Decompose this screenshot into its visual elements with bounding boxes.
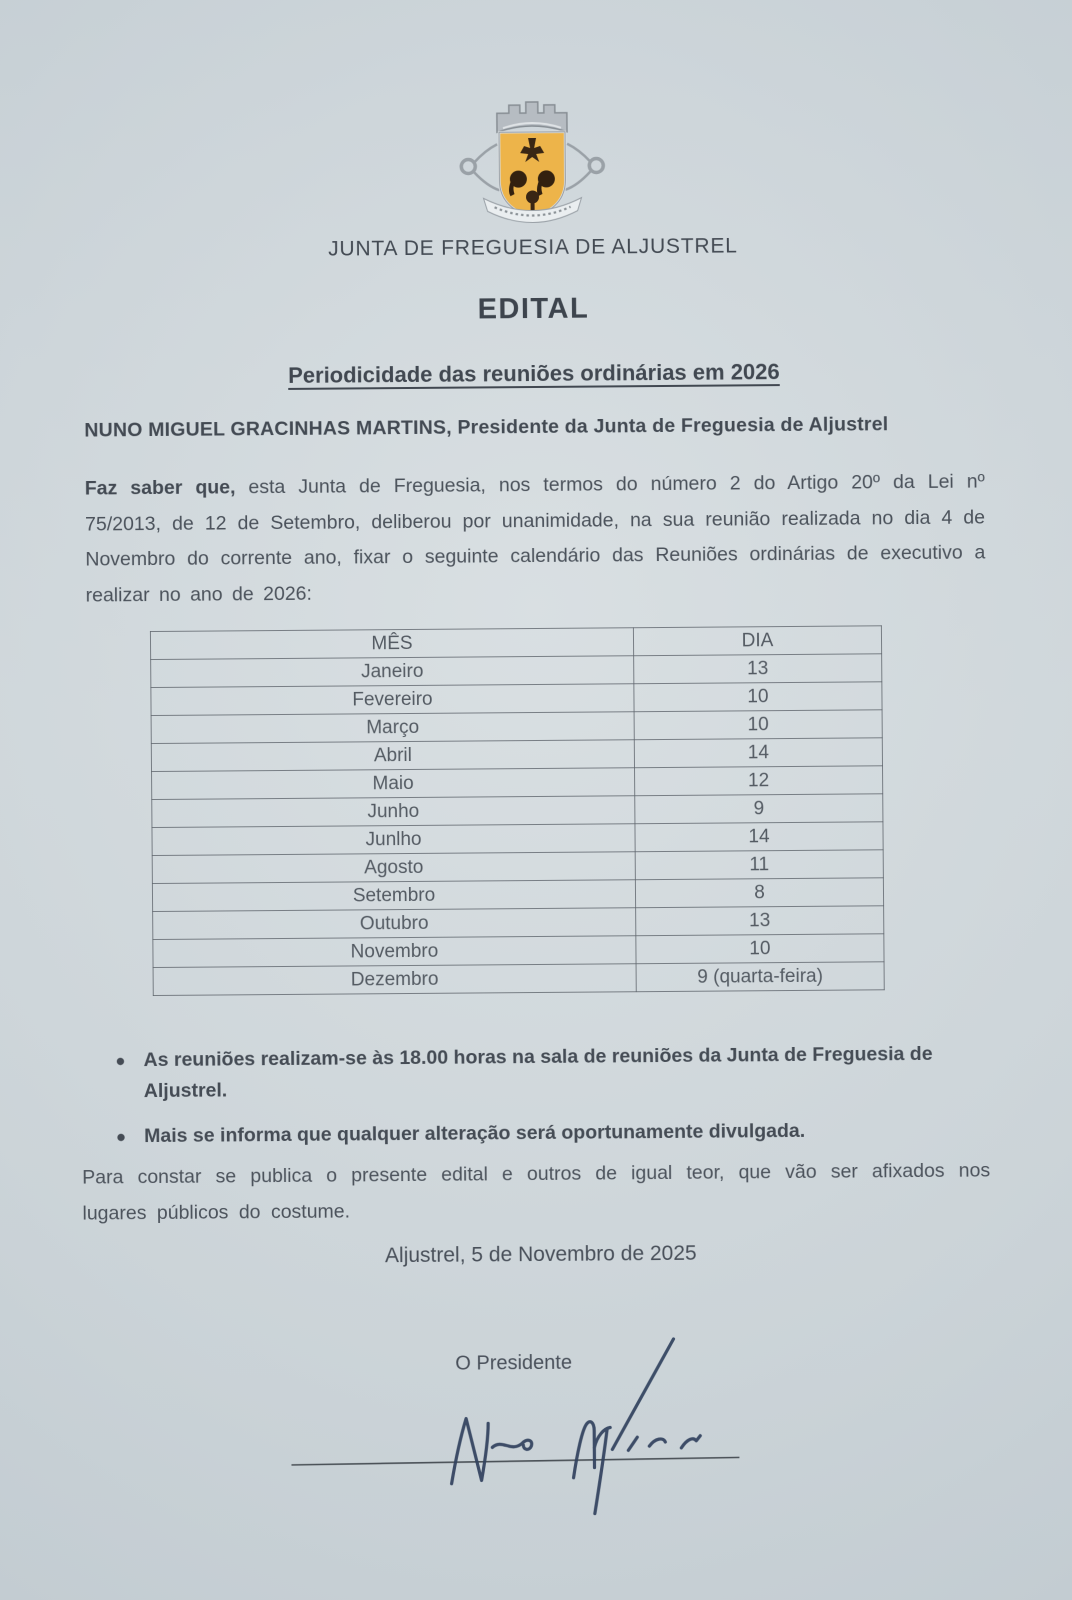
closing-paragraph: Para constar se publica o presente edital e outros de igual teor, que vão ser afixados nos lugares públicos do costume. [82, 1159, 991, 1225]
presenter-name: NUNO MIGUEL GRACINHAS MARTINS, [84, 416, 452, 442]
day-cell: 10 [634, 682, 882, 712]
presenter-line [84, 412, 994, 442]
note-text: As reuniões realizam-se às 18.00 horas na sala de reuniões da Junta de Freguesia de Aljustrel. [143, 1042, 933, 1103]
day-cell: 13 [634, 654, 882, 684]
month-cell: Dezembro [153, 964, 636, 996]
signature-ink [451, 1339, 701, 1515]
organization-name: JUNTA DE FREGUESIA DE ALJUSTREL [328, 234, 738, 261]
notes-list [115, 1038, 996, 1166]
presenter-role: Presidente da Junta de Freguesia de Aljustrel [451, 413, 889, 439]
day-cell: 9 (quarta-feira) [636, 962, 884, 992]
month-cell: Maio [152, 768, 635, 800]
intro-lead: Faz saber que, [84, 476, 236, 500]
month-cell: Setembro [152, 880, 635, 912]
handwritten-signature [275, 1328, 766, 1522]
day-cell: 9 [635, 794, 883, 824]
month-cell: Abril [151, 740, 634, 772]
document-title: EDITAL [477, 292, 590, 326]
bullet-icon: ● [115, 1127, 127, 1147]
day-cell: 13 [636, 906, 884, 936]
document-subject: Periodicidade das reuniões ordinárias em 2026 [288, 359, 780, 388]
place-date-line: Aljustrel, 5 de Novembro de 2025 [384, 1241, 697, 1268]
table-header-day: DIA [633, 626, 881, 656]
month-cell: Outubro [153, 908, 636, 940]
note-text: Mais se informa que qualquer alteração será oportunamente divulgada. [144, 1119, 806, 1148]
coat-of-arms [447, 91, 618, 232]
bullet-icon: ● [115, 1051, 126, 1071]
meetings-table [150, 625, 885, 996]
day-cell: 14 [634, 738, 882, 768]
table-row [153, 962, 884, 996]
day-cell: 11 [635, 850, 883, 880]
month-cell: Março [151, 712, 634, 744]
month-cell: Agosto [152, 852, 635, 884]
month-cell: Janeiro [151, 656, 634, 688]
mural-crown-icon [497, 102, 567, 133]
signature-line [291, 1457, 739, 1465]
day-cell: 10 [636, 934, 884, 964]
intro-text: esta Junta de Freguesia, nos termos do número 2 do Artigo 20º da Lei nº 75/2013, de 12 de Setembro, deliberou por unanimidade, na sua reunião realizada no dia 4 de Novembro do corrente ano, fixar o seguinte calendário das Reuniões ordinárias de executivo a realizar no ano de 2026: [84, 470, 986, 607]
table-header-month: MÊS [150, 628, 633, 660]
month-cell: Novembro [153, 936, 636, 968]
signature-title: O Presidente [455, 1351, 573, 1375]
intro-paragraph [85, 464, 986, 613]
day-cell: 10 [634, 710, 882, 740]
day-cell: 12 [635, 766, 883, 796]
month-cell: Junho [152, 796, 635, 828]
day-cell: 14 [635, 822, 883, 852]
list-item [116, 1114, 996, 1152]
list-item [115, 1038, 995, 1107]
month-cell: Fevereiro [151, 684, 634, 716]
month-cell: Junlho [152, 824, 635, 856]
day-cell: 8 [635, 878, 883, 908]
